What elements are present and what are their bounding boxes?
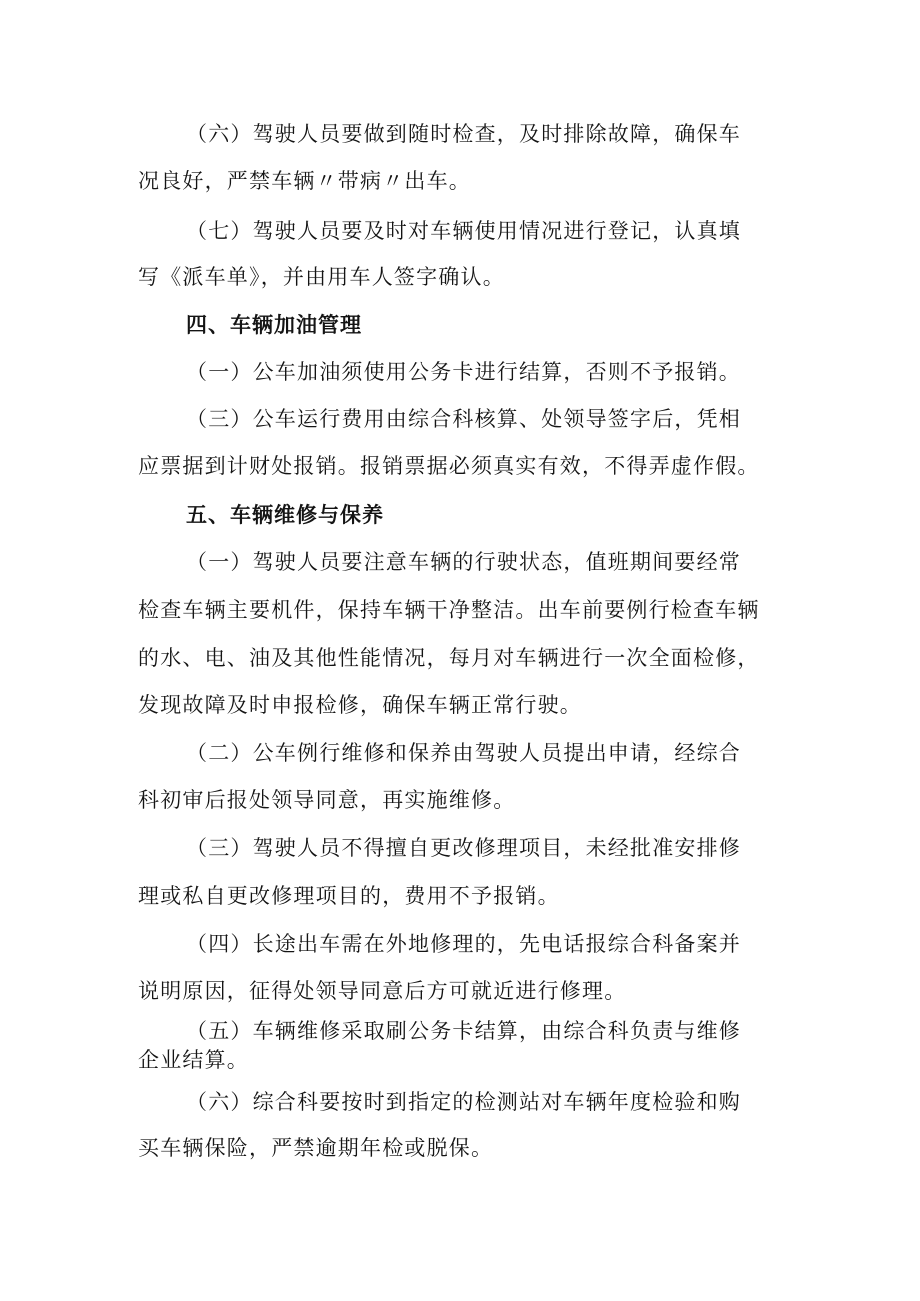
section-5-item-5-line-2: 企业结算。: [138, 1048, 249, 1072]
section-4-item-1: （一）公车加油须使用公务卡进行结算，否则不予报销。: [186, 360, 741, 384]
section-5-item-6-line-2: 买车辆保险，严禁逾期年检或脱保。: [138, 1136, 494, 1160]
section-5-item-1-line-3: 的水、电、油及其他性能情况，每月对车辆进行一次全面检修，: [138, 646, 760, 670]
section-5-item-1-line-1: （一）驾驶人员要注意车辆的行驶状态，值班期间要经常: [186, 550, 741, 574]
paragraph-6-line-1: （六）驾驶人员要做到随时检查，及时排除故障，确保车: [186, 122, 741, 146]
paragraph-6-line-2: 况良好，严禁车辆〃带病〃出车。: [138, 169, 471, 193]
section-5-item-3-line-2: 理或私自更改修理项目的，费用不予报销。: [138, 884, 560, 908]
section-5-item-5-line-1: （五）车辆维修采取刷公务卡结算，由综合科负责与维修: [186, 1019, 741, 1043]
section-5-item-2-line-1: （二）公车例行维修和保养由驾驶人员提出申请，经综合: [186, 741, 741, 765]
section-5-heading: 五、车辆维修与保养: [186, 503, 384, 527]
section-4-heading: 四、车辆加油管理: [186, 313, 362, 337]
section-5-item-1-line-2: 检查车辆主要机件，保持车辆干净整洁。出车前要例行检查车辆: [138, 598, 760, 622]
section-5-item-3-line-1: （三）驾驶人员不得擅自更改修理项目，未经批准安排修: [186, 836, 741, 860]
section-5-item-6-line-1: （六）综合科要按时到指定的检测站对车辆年度检验和购: [186, 1090, 741, 1114]
paragraph-7-line-2: 写《派车单》，并由用车人签字确认。: [138, 265, 505, 289]
section-5-item-4-line-2: 说明原因，征得处领导同意后方可就近进行修理。: [138, 979, 627, 1003]
section-5-item-2-line-2: 科初审后报处领导同意，再实施维修。: [138, 788, 516, 812]
section-5-item-4-line-1: （四）长途出车需在外地修理的，先电话报综合科备案并: [186, 932, 741, 956]
section-5-item-1-line-4: 发现故障及时申报检修，确保车辆正常行驶。: [138, 693, 582, 717]
paragraph-7-line-1: （七）驾驶人员要及时对车辆使用情况进行登记，认真填: [186, 219, 741, 243]
section-4-item-3-line-1: （三）公车运行费用由综合科核算、处领导签字后，凭相: [186, 407, 741, 431]
section-4-item-3-line-2: 应票据到计财处报销。报销票据必须真实有效，不得弄虚作假。: [138, 454, 760, 478]
